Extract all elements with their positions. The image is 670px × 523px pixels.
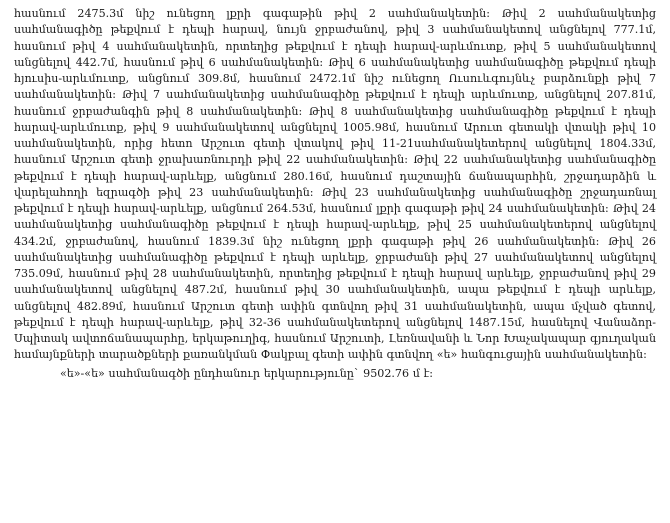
paragraph-closing: «ե»-«ե» սահմանագծի ընդհանուր երկարությունը` 9502.76 մ է: xyxy=(60,366,434,380)
paragraph-main: հասնում 2475.3մ նիշ ունեցող լքրի գագաթին թիվ 2 սահմանակետին: Թիվ 2 սահմանակետից սահմանագիծը թեքվում է դեպի հարավ, նույն ջրբաժանով, թիվ 3 սահմանակետով անցնելով 777.1մ, հասնում թիվ 4 սահմանակետին, որտեղից թեքվում է դեպի հարավ-արևմուտք, թիվ 5 սահմանակետով անցնելով 442.7մ, հասնում թիվ 6 սահմանակետին: Թիվ 6 սահմանակետից սահմանագիծը թեքվում դեպի հյուսիս-արևմուտք, անցնում 309.8մ, հասնում 2472.1մ նիշ ունեցող Ուսուևգույնևչ բարձունքի թիվ 7 սահմանակետին: Թիվ 7 սահմանակետից սահմանագիծը թեքվում է դեպի արևմուտք, անցնելով 207.81մ, հասնում ջրբաժանգին թիվ 8 սահմանակետին: Թիվ 8 սահմանակետից սահմանագիծը թեքվում է դեպի հարավ-արևմուտք, թիվ 9 սահմանակետով անցնելով 1005.98մ, հասնում Արուտ գետակի վտակի թիվ 10 սահմանակետին, որից հետո Արշուտ գետի վտակով թիվ 11-21սահմանակետերով անցնելով 1804.33մ, հասնում Արշուտ գետի ջրախառնուրդի թիվ 22 սահմանակետին: Թիվ 22 սահմանակետից սահմանագիծը թեքվում է դեպի հարավ-արևելք, անցնում 280.16մ, հասնում դաշտային ճանապարհին, շրջադարձին և վարելահողի եզրագծի թիվ 23 սահմանակետին: Թիվ 23 սահմանակետից սահմանագիծը շրջադառնալ թեքվում է դեպի հարավ-արևելք, անցնում 264.53մ, հասնում լքրի գագաթի թիվ 24 սահմանակետին: Թիվ 24 սահմանակետից սահմանագիծը թեքվում է դեպի հարավ-արևելք, թիվ 25 սահմանակետերով անցնելով 434.2մ, ջրբաժանով, հասնում 1839.3մ նիշ ունեցող լքրի գագաթի թիվ 26 սահմանակետին: Թիվ 26 սահմանակետից սահմանագիծը թեքվում է դեպի արևելք, ջրբաժանի թիվ 27 սահմանակետով անցնելով 735.09մ, հասնում թիվ 28 սահմանակետին, որտեղից թեքվում է դեպի հարավ արևելք, ջրբաժանով թիվ 29 սահմանակետով անցնելով 487.2մ, հասնում թիվ 30 սահմանակետին, ապա թեքվում է դեպի արևելք, անցնելով 482.89մ, հասնում Արշուտ գետի ափին գտնվող թիվ 31 սահմանակետին, ապա մչված գետով, թեքվում է դեպի հարավ-արևելք, թիվ 32-36 սահմանակետերով անցնելով 1487.15մ, հասնելով Վանաձոր-Սպիտակ ավտոճանապարհը, երկաթուղիգ, հասնում Արշուտի, Լեռնավանի և Նոր Խաչակապար գյուղական համայնքների տարածքների քառանկման Փակբալ գետի ափին գտնվող «ե» հանգուցային սահմանակետին: xyxy=(14,7,656,362)
document-body xyxy=(14,6,656,382)
